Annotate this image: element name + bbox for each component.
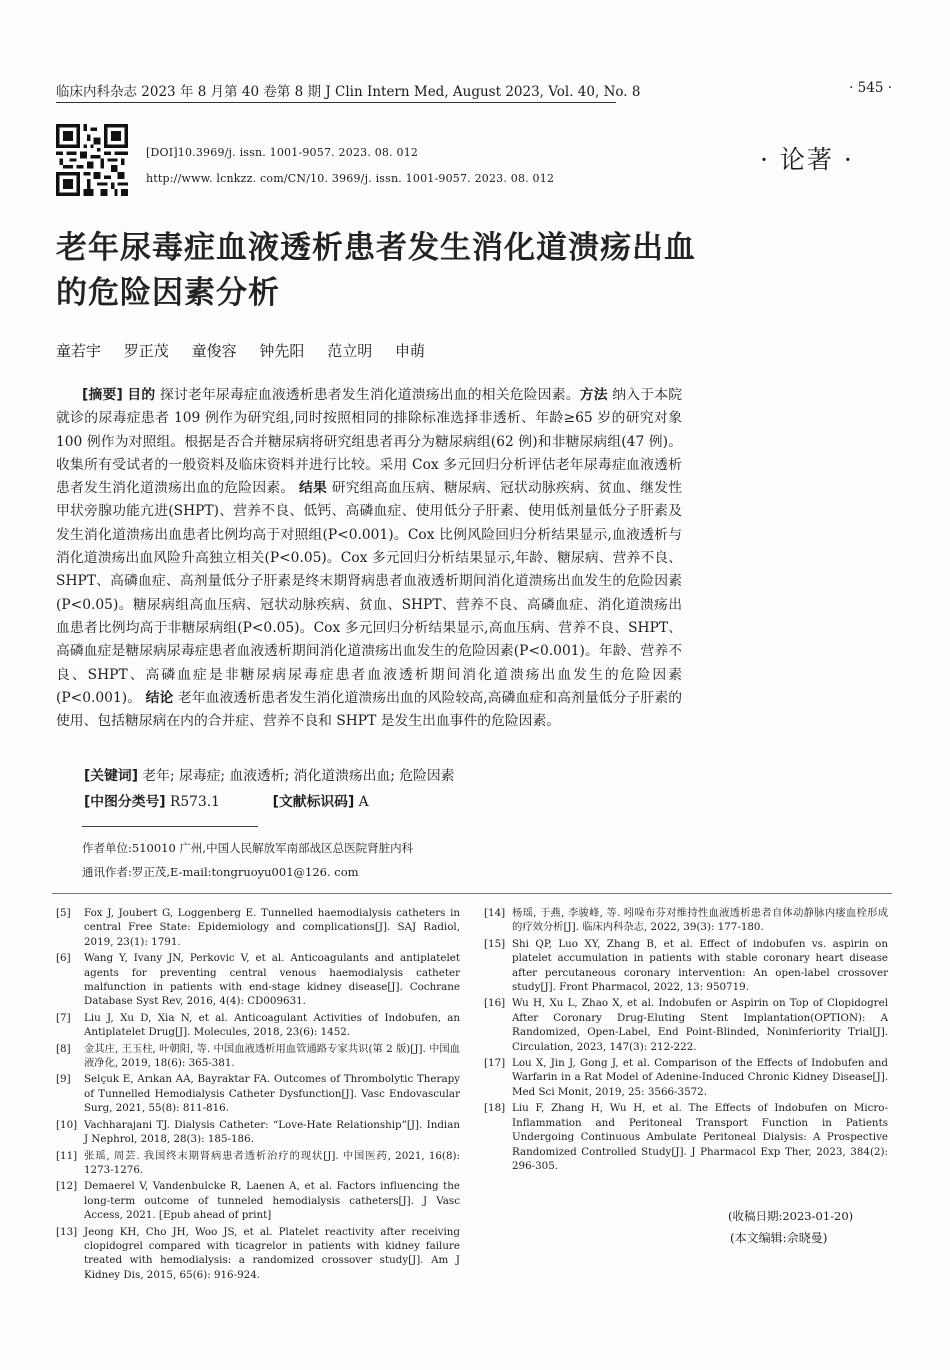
references-rule xyxy=(52,893,892,894)
reference-item: [12] Demaerel V, Vandenbulcke R, Laenen A, et al. Factors influencing the long-term outcome of tunneled hemodialysis catheters[J]. J Vasc Access, 2021. [Epub ahead of print] xyxy=(56,1180,460,1222)
page-number: · 545 · xyxy=(849,80,892,96)
reference-item: [6] Wang Y, Ivany JN, Perkovic V, et al. Anticoagulants and antiplatelet agents for preventing central venous haemodialysis catheter malfunction in patients with end-stage kidney disease[J]. Cochrane Database Syst Rev, 2016, 4(4): CD009631. xyxy=(56,952,460,1008)
author-list xyxy=(56,340,443,361)
methods-label: 方法 xyxy=(579,387,608,403)
doi-text: [DOI]10.3969/j. issn. 1001-9057. 2023. 08. 012 xyxy=(146,146,419,159)
methods-text: 纳入于本院就诊的尿毒症患者 109 例作为研究组,同时按照相同的排除标准选择非透析、年龄≥65 岁的研究对象 100 例作为对照组。根据是否合并糖尿病将研究组患者再分为糖尿病组(62 例)和非糖尿病组(47 例)。收集所有受试者的一般资料及临床资料并进行比较。采用 Cox 多元回归分析评估老年尿毒症血液透析患者发生消化道溃疡出血的危险因素。 xyxy=(56,387,683,497)
footnote-rule xyxy=(82,826,258,827)
author-name: 罗正茂 xyxy=(123,342,169,360)
clc-label: [中图分类号] xyxy=(84,794,166,810)
reference-item: [9] Selçuk E, Arıkan AA, Bayraktar FA. Outcomes of Thrombolytic Therapy of Tunnelled Hemodialysis Catheter Dysfunction[J]. Vasc Endovascular Surg, 2021, 55(8): 811-816. xyxy=(56,1073,460,1115)
objective-text: 探讨老年尿毒症血液透析患者发生消化道溃疡出血的相关危险因素。 xyxy=(159,387,580,403)
author-name: 范立明 xyxy=(327,342,373,360)
abstract xyxy=(56,384,682,733)
author-name: 申萌 xyxy=(394,342,425,360)
abstract-label: [摘要] xyxy=(82,387,123,403)
keywords-label: [关键词] xyxy=(84,768,139,784)
running-header xyxy=(56,80,892,102)
keywords xyxy=(84,764,454,784)
objective-label: 目的 xyxy=(127,387,156,403)
reference-item: [10] Vachharajani TJ. Dialysis Catheter: “Love-Hate Relationship”[J]. Indian J Nephrol, 2018, 28(3): 185-186. xyxy=(56,1118,460,1146)
article-url[interactable]: http://www. lcnkzz. com/CN/10. 3969/j. issn. 1001-9057. 2023. 08. 012 xyxy=(146,172,555,185)
doc-code-label: [文献标识码] xyxy=(272,794,355,810)
keywords-text: 老年; 尿毒症; 血液透析; 消化道溃疡出血; 危险因素 xyxy=(142,768,455,784)
section-tag: · 论著 · xyxy=(760,145,854,174)
article-title: 老年尿毒症血液透析患者发生消化道溃疡出血的危险因素分析 xyxy=(56,230,696,311)
classification xyxy=(84,790,369,810)
author-name: 童若宇 xyxy=(56,342,102,360)
results-label: 结果 xyxy=(299,480,328,497)
reference-item: [11] 张瑶, 周芸. 我国终末期肾病患者透析治疗的现状[J]. 中国医药, 2021, 16(8): 1273-1276. xyxy=(56,1149,460,1176)
conclusion-text: 老年血液透析患者发生消化道溃疡出血的风险较高,高磷血症和高剂量低分子肝素的使用、包括糖尿病在内的合并症、营养不良和 SHPT 是发生出血事件的危险因素。 xyxy=(56,689,683,730)
clc-code: R573.1 xyxy=(170,794,220,810)
references-left-column xyxy=(56,906,460,1284)
author-name: 童俊容 xyxy=(191,342,237,360)
reference-item: [5] Fox J, Joubert G, Loggenberg E. Tunnelled haemodialysis catheters in central Free State: Epidemiology and complications[J]. SAJ Radiol, 2019, 23(1): 1791. xyxy=(56,907,460,948)
editor-note: (本文编辑:佘晓曼) xyxy=(730,1231,828,1245)
journal-citation: 临床内科杂志 2023 年 8 月第 40 卷第 8 期 J Clin Intern Med, August 2023, Vol. 40, No. 8 xyxy=(56,84,641,100)
reference-item: [7] Liu J, Xu D, Xia N, et al. Anticoagulant Activities of Indobufen, an Antiplatelet Drug[J]. Molecules, 2018, 23(6): 1452. xyxy=(56,1011,460,1039)
author-name: 钟先阳 xyxy=(259,342,305,360)
reference-item: [13] Jeong KH, Cho JH, Woo JS, et al. Platelet reactivity after receiving clopidogrel compared with ticagrelor in patients with kidney failure treated with hemodialysis: a randomized crossover study[J]. Am J Kidney Dis, 2015, 65(6): 916-924. xyxy=(56,1225,460,1281)
doc-code: A xyxy=(358,794,369,810)
references-right-column xyxy=(484,906,888,1175)
results-text: 研究组高血压病、糖尿病、冠状动脉疾病、贫血、继发性甲状旁腺功能亢进(SHPT)、营养不良、低钙、高磷血症、使用低分子肝素、使用低剂量低分子肝素及发生消化道溃疡出血患者比例均高于对照组(P<0.001)。Cox 比例风险回归分析结果显示,血液透析与消化道溃疡出血风险升高独立相关(P<0.05)。Cox 多元回归分析结果显示,年龄、糖尿病、营养不良、SHPT、高磷血症、高剂量低分子肝素是终末期肾病患者血液透析期间消化道溃疡出血发生的危险因素(P<0.05)。糖尿病组高血压病、冠状动脉疾病、贫血、SHPT、营养不良、高磷血症、消化道溃疡出血患者比例均高于非糖尿病组(P<0.05)。Cox 多元回归分析结果显示,高血压病、营养不良、SHPT、高磷血症是糖尿病尿毒症患者血液透析期间消化道溃疡出血发生的危险因素(P<0.001)。年龄、营养不良、SHPT、高磷血症是非糖尿病尿毒症患者血液透析期间消化道溃疡出血发生的危险因素(P<0.001)。 xyxy=(56,480,683,706)
author-affiliation: 作者单位:510010 广州,中国人民解放军南部战区总医院肾脏内科 xyxy=(82,841,414,855)
qr-code-icon[interactable] xyxy=(56,124,128,196)
reference-item: [14] 杨瑶, 于燕, 李骏峰, 等. 吲哚布芬对维持性血液透析患者自体动静脉内瘘血栓形成的疗效分析[J]. 临床内科杂志, 2022, 39(3): 177-180. xyxy=(484,907,888,934)
corresponding-author[interactable]: 通讯作者:罗正茂,E-mail:tongruoyu001@126. com xyxy=(82,865,359,879)
reference-item: [15] Shi QP, Luo XY, Zhang B, et al. Effect of indobufen vs. aspirin on platelet accumulation in patients with stable coronary heart disease after percutaneous coronary intervention: An open-label crossover study[J]. Front Pharmacol, 2022, 13: 950719. xyxy=(484,937,888,994)
received-date: (收稿日期:2023-01-20) xyxy=(728,1209,854,1223)
conclusion-label: 结论 xyxy=(145,689,174,706)
header-rule xyxy=(56,102,616,103)
reference-item: [16] Wu H, Xu L, Zhao X, et al. Indobufen or Aspirin on Top of Clopidogrel After Coronary Drug-Eluting Stent Implantation(OPTION): A Randomized, Open-Label, End Point-Blinded, Noninferiority Trial[J]. Circulation, 2023, 147(3): 212-222. xyxy=(484,997,888,1053)
reference-item: [17] Lou X, Jin J, Gong J, et al. Comparison of the Effects of Indobufen and Warfarin in a Rat Model of Adenine-Induced Chronic Kidney Disease[J]. Med Sci Monit, 2019, 25: 3566-3572. xyxy=(484,1057,888,1098)
reference-item: [8] 金其庄, 王玉柱, 叶朝阳, 等. 中国血液透析用血管通路专家共识(第 2 版)[J]. 中国血液净化, 2019, 18(6): 365-381. xyxy=(56,1042,460,1070)
reference-item: [18] Liu F, Zhang H, Wu H, et al. The Effects of Indobufen on Micro-Inflammation and Peritoneal Transport Function in Patients Undergoing Continuous Ambulate Peritoneal Dialysis: A Prospective Randomized Controlled Study[J]. J Pharmacol Exp Ther, 2023, 384(2): 296-305. xyxy=(484,1102,888,1172)
